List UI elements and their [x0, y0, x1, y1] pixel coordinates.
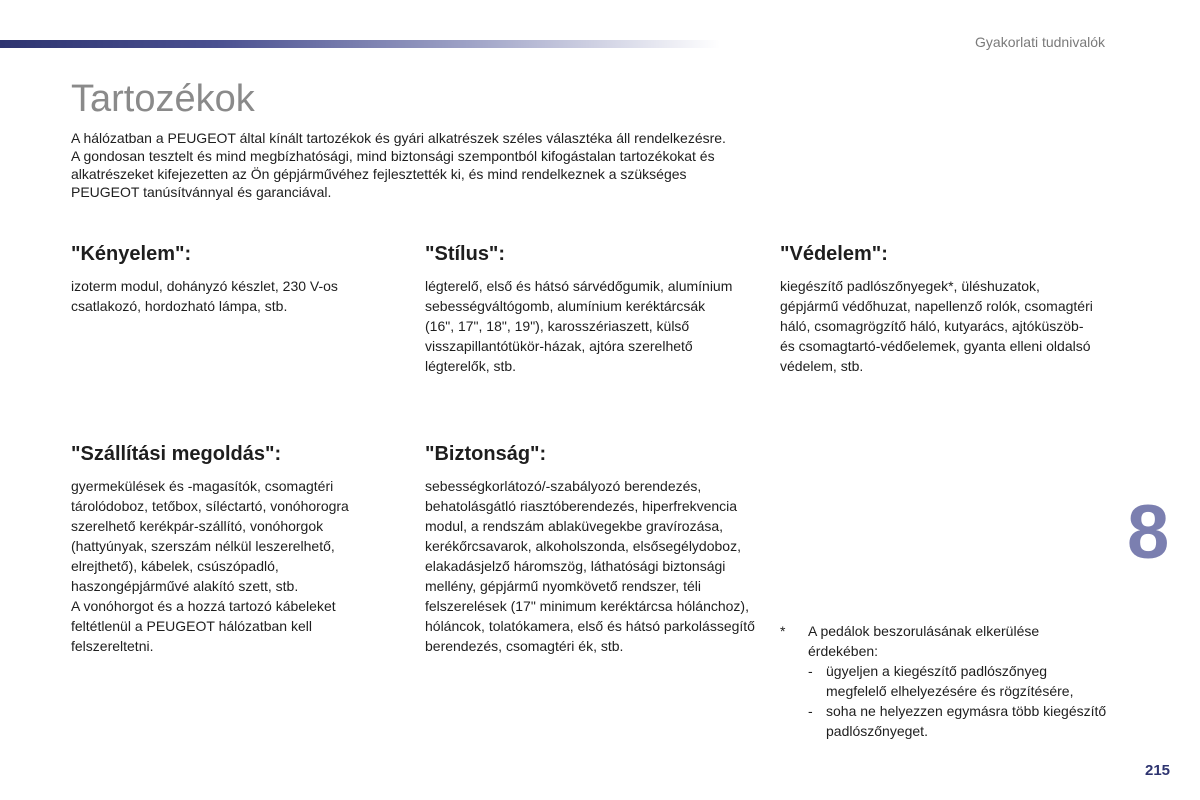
- section-text: légterelő, első és hátsó sárvédőgumik, alumínium sebességváltógomb, alumínium keréktárcsák (16", 17", 18", 19"), karosszériaszett, külső visszapillantótükör-házak, ajtóra szerelhető légterelők, stb.: [425, 278, 733, 374]
- section-heading: "Védelem":: [780, 243, 888, 265]
- footnote-item: [780, 661, 1110, 701]
- section-heading: "Stílus":: [425, 243, 506, 265]
- section-heading: "Biztonság":: [425, 443, 547, 465]
- footnote-item: [780, 701, 1110, 741]
- footnote-intro: A pedálok beszorulásának elkerülése érdekében:: [808, 623, 1040, 659]
- section-heading: "Szállítási megoldás":: [71, 443, 282, 465]
- chapter-number: 8: [1127, 490, 1170, 575]
- header-gradient-bar: [0, 40, 720, 48]
- section-biztonsag: [425, 442, 755, 656]
- section-text: sebességkorlátozó/-szabályozó berendezés, behatolásgátló riasztóberendezés, hiperfrekvencia modul, a rendszám ablaküvegekbe gravírozása, kerékőrcsavarok, alkoholszonda, elsősegélydoboz, elakadásjelző háromszög, láthatósági biztonsági mellény, gépjármű nyomkövető rendszer, téli felszerelések (17" minimum keréktárcsa hólánchoz), hóláncok, tolatókamera, első és hátsó parkolássegítő berendezés, csomagtéri ék, stb.: [425, 478, 755, 654]
- footnote-item-text: ügyeljen a kiegészítő padlószőnyeg megfelelő elhelyezésére és rögzítésére,: [826, 663, 1074, 699]
- footnote-dash: -: [808, 703, 813, 719]
- section-text: gyermekülések és -magasítók, csomagtéri tárolódoboz, tetőbox, síléctartó, vonóhorogra szerelhető kerékpár-szállító, vonóhorgok (hattyúnyak, szerszám nélkül leszerelhető, elrejthető), kábelek, csúszópadló, haszongépjárművé alakító szett, stb.: [71, 478, 349, 594]
- section-vedelem: [780, 242, 1100, 376]
- footnote-dash: -: [808, 663, 813, 679]
- page-number: 215: [1145, 762, 1171, 779]
- footnote: [780, 621, 1110, 741]
- intro-paragraph-2: A gondosan tesztelt és mind megbízhatósági, mind biztonsági szempontból kifogástalan tartozékokat és alkatrészeket kifejezetten az Ön gépjárművéhez fejlesztették ki, és mind rendelkeznek a szükséges PEUGEOT tanúsítvánnyal és garanciával.: [71, 148, 715, 200]
- section-stilus: [425, 242, 735, 376]
- section-heading: "Kényelem":: [71, 243, 192, 265]
- section-szallitasi: [71, 442, 396, 656]
- intro-paragraph-1: A hálózatban a PEUGEOT által kínált tartozékok és gyári alkatrészek széles választéka áll rendelkezésre.: [71, 130, 726, 146]
- section-text: izoterm modul, dohányzó készlet, 230 V-os csatlakozó, hordozható lámpa, stb.: [71, 278, 338, 314]
- footnote-marker: *: [780, 623, 786, 639]
- section-text-note: A vonóhorgot és a hozzá tartozó kábeleket feltétlenül a PEUGEOT hálózatban kell felszereltetni.: [71, 598, 336, 654]
- footnote-item-text: soha ne helyezzen egymásra több kiegészítő padlószőnyeget.: [826, 703, 1107, 739]
- section-kenyelem: [71, 242, 391, 316]
- section-text: kiegészítő padlószőnyegek*, üléshuzatok, gépjármű védőhuzat, napellenző rolók, csomagtéri háló, csomagrögzítő háló, kutyarács, ajtóküszöb- és csomagtartó-védőelemek, gyanta elleni oldalsó védelem, stb.: [780, 278, 1093, 374]
- page-title: Tartozékok: [71, 78, 255, 120]
- section-header: Gyakorlati tudnivalók: [975, 34, 1105, 50]
- intro-text: [71, 129, 751, 201]
